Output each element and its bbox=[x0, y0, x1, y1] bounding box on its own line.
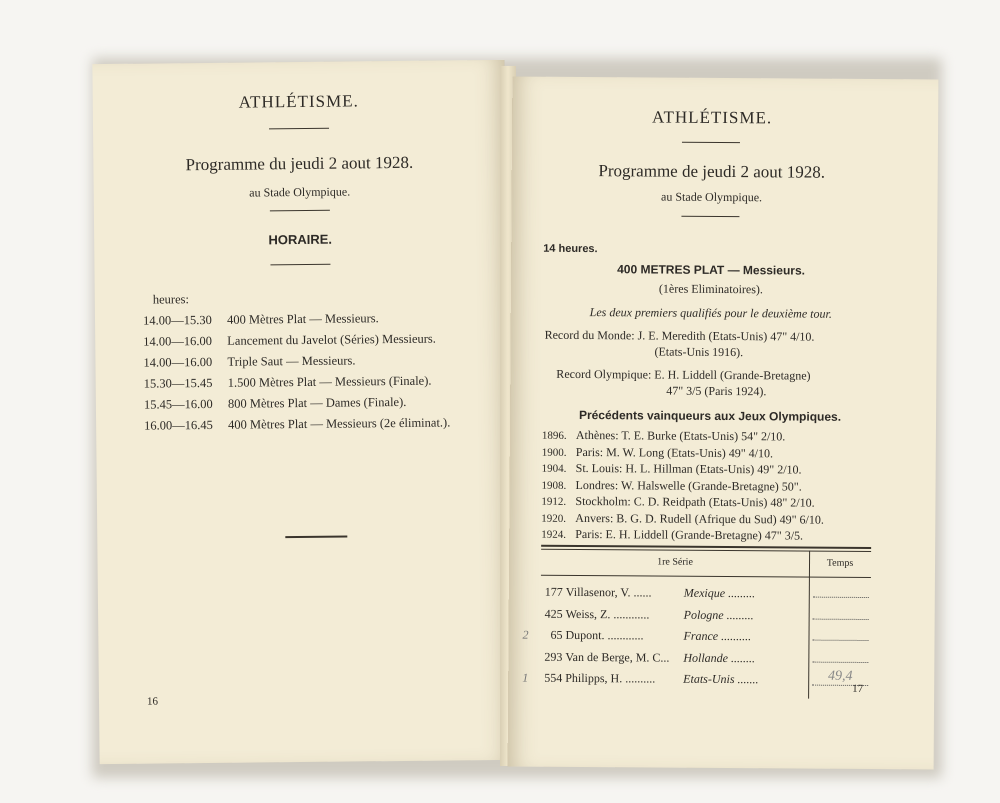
right-venue: au Stade Olympique. bbox=[661, 189, 763, 205]
right-program-title: Programme de jeudi 2 aout 1928. bbox=[598, 161, 826, 182]
handwritten-time: 49,4 bbox=[812, 669, 868, 686]
table-row: 177 Villasenor, V. ...... Mexique ......... bbox=[523, 585, 796, 608]
right-page-number: 17 bbox=[852, 682, 864, 695]
winner-row: 1920. Anvers: B. G. D. Rudell (Afrique du Sud) 49" 6/10. bbox=[541, 510, 824, 527]
winner-row: 1912. Stockholm: C. D. Reidpath (Etats-Unis) 48" 2/10. bbox=[541, 493, 815, 510]
right-section-title: ATHLÉTISME. bbox=[652, 107, 773, 128]
winner-row: 1908. Londres: W. Halswelle (Grande-Bretagne) 50". bbox=[541, 477, 802, 494]
schedule-heading: HORAIRE. bbox=[268, 231, 333, 248]
schedule-row: 16.00—16.45 400 Mètres Plat — Messieurs (2e éliminat.). bbox=[144, 415, 451, 433]
winner-row: 1904. St. Louis: H. L. Hillman (Etats-Unis) 49" 2/10. bbox=[541, 460, 802, 477]
left-venue: au Stade Olympique. bbox=[249, 184, 351, 200]
left-page bbox=[92, 60, 511, 764]
event-round: (1ères Eliminatoires). bbox=[658, 281, 763, 297]
winner-row: 1924. Paris: E. H. Liddell (Grande-Bretagne) 47" 3/5. bbox=[541, 526, 804, 543]
left-divider-3 bbox=[270, 264, 330, 266]
left-divider-1 bbox=[269, 128, 329, 130]
table-column-divider bbox=[808, 551, 810, 699]
world-record-line-1: Record du Monde: J. E. Meredith (Etats-Unis) 47" 4/10. bbox=[544, 327, 815, 344]
left-program-title: Programme du jeudi 2 aout 1928. bbox=[185, 152, 414, 175]
table-header-time: Temps bbox=[826, 557, 854, 569]
table-row: 293 Van de Berge, M. C... Hollande ........ bbox=[522, 649, 795, 672]
table-header-series: 1re Série bbox=[657, 556, 693, 568]
left-page-number: 16 bbox=[146, 695, 159, 708]
table-header-rule bbox=[541, 575, 871, 578]
schedule-list bbox=[143, 310, 450, 439]
olympic-record-line-2: 47" 3/5 (Paris 1924). bbox=[666, 383, 767, 399]
winner-row: 1900. Paris: M. W. Long (Etats-Unis) 49" 4/10. bbox=[541, 444, 774, 460]
table-row: 425 Weiss, Z. ............ Pologne ......... bbox=[523, 606, 796, 629]
hours-label: heures: bbox=[152, 292, 189, 307]
olympic-record-line-1: Record Olympique: E. H. Liddell (Grande-Bretagne) bbox=[556, 366, 811, 383]
table-row: 2 65 Dupont. ............ France .......... bbox=[522, 628, 795, 651]
qualification-note: Les deux premiers qualifiés pour le deuxième tour. bbox=[589, 305, 832, 321]
previous-winners-heading: Précédents vainqueurs aux Jeux Olympiques. bbox=[578, 407, 842, 424]
world-record-line-2: (Etats-Unis 1916). bbox=[654, 344, 744, 360]
table-top-rule-2 bbox=[541, 549, 871, 552]
schedule-row: 14.00—16.00 Lancement du Javelot (Séries) Messieurs. bbox=[143, 331, 436, 349]
previous-winners-list bbox=[541, 428, 824, 545]
right-page bbox=[508, 77, 939, 770]
winner-row: 1896. Athènes: T. E. Burke (Etats-Unis) 54" 2/10. bbox=[541, 427, 786, 444]
schedule-row: 14.00—16.00 Triple Saut — Messieurs. bbox=[143, 353, 356, 370]
entries-list bbox=[522, 584, 853, 694]
table-row: 1 554 Philipps, H. .......... Etats-Unis ....... 49,4 bbox=[522, 671, 795, 694]
time-heading: 14 heures. bbox=[543, 242, 598, 256]
schedule-row: 15.30—15.45 1.500 Mètres Plat — Messieurs (Finale). bbox=[143, 373, 432, 391]
right-divider-2 bbox=[681, 216, 739, 217]
schedule-row: 14.00—15.30 400 Mètres Plat — Messieurs. bbox=[142, 311, 379, 328]
schedule-row: 15.45—16.00 800 Mètres Plat — Dames (Finale). bbox=[143, 394, 407, 412]
event-title: 400 METRES PLAT — Messieurs. bbox=[617, 262, 806, 278]
left-bottom-divider bbox=[285, 536, 347, 539]
right-divider-1 bbox=[682, 142, 740, 143]
left-section-title: ATHLÉTISME. bbox=[238, 91, 359, 112]
left-divider-2 bbox=[270, 210, 330, 212]
